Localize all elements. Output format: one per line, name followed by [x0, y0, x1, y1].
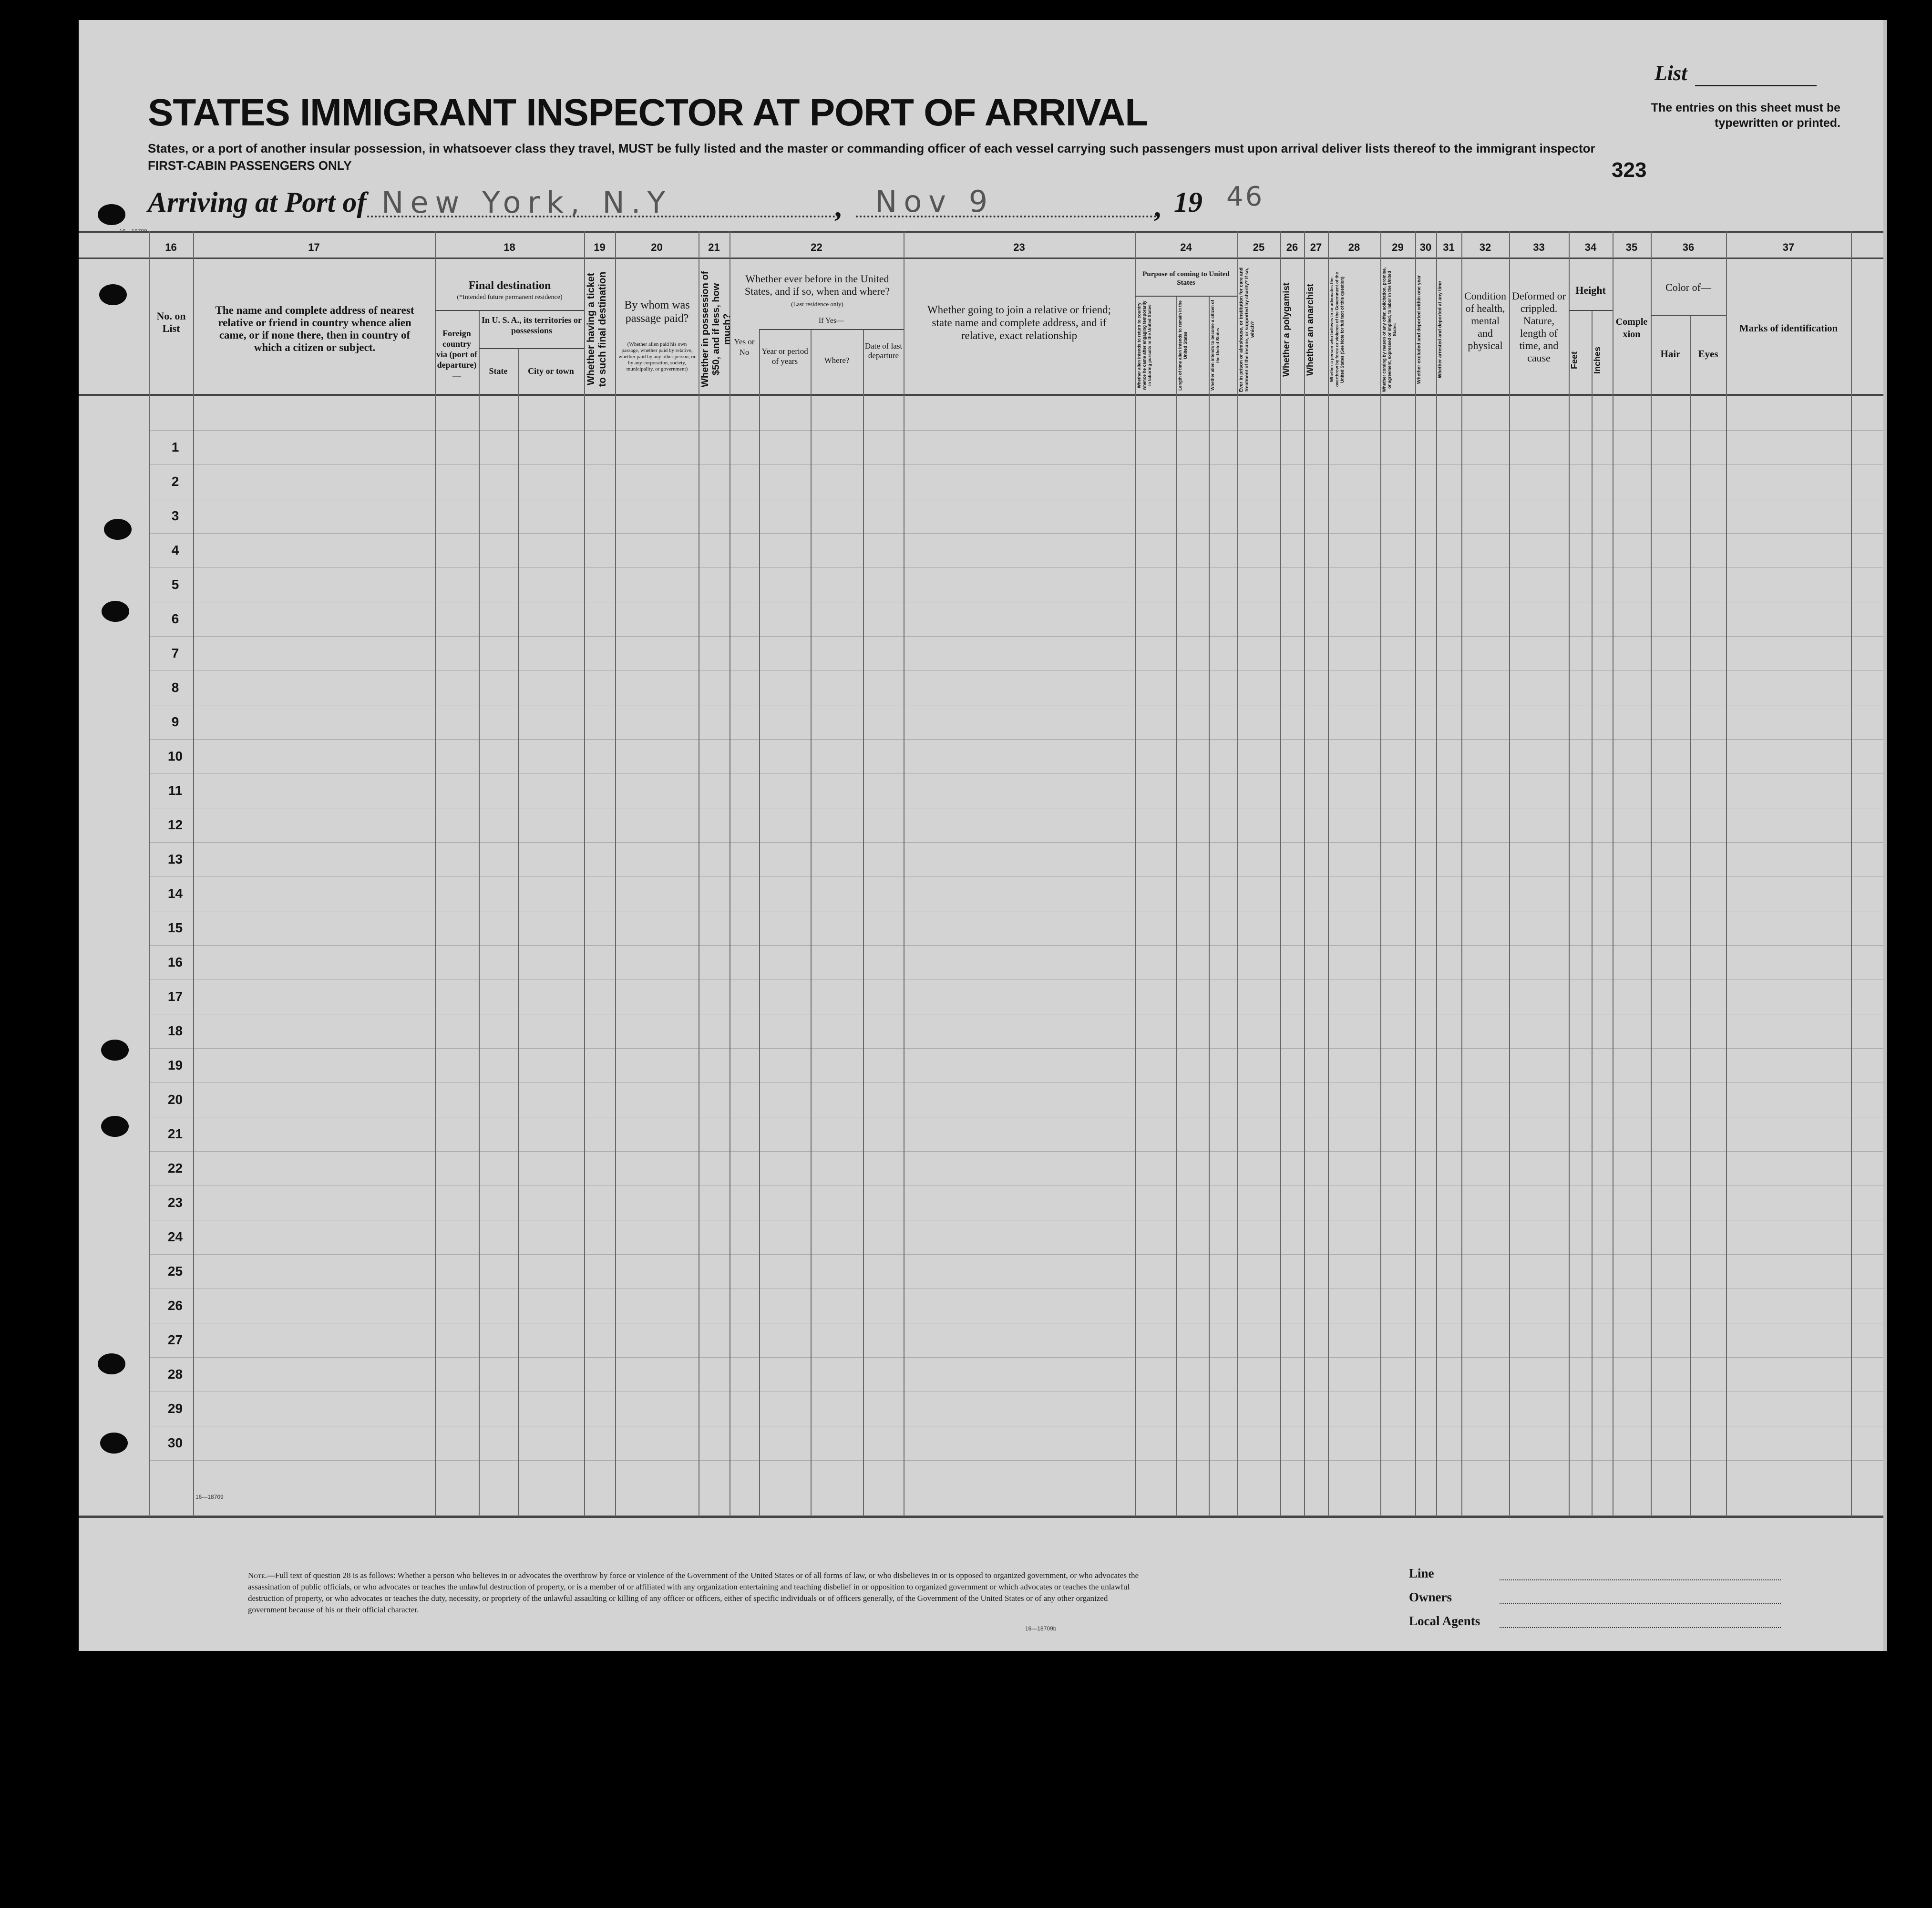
line-label: Line	[1409, 1566, 1434, 1580]
header-ticket: Whether having a ticket to such final destination	[586, 271, 608, 387]
col-rule	[1380, 231, 1381, 1516]
row-rule	[149, 1254, 1883, 1255]
header-purpose-length: Length of time alien intends to remain in the United States	[1178, 300, 1188, 391]
column-number: 27	[1310, 241, 1322, 253]
col-rule	[1415, 231, 1416, 1516]
header-last-departure: Date of last departure	[864, 341, 903, 360]
column-number: 18	[504, 241, 515, 253]
row-rule	[149, 464, 1883, 465]
column-number: 19	[594, 241, 606, 253]
column-number: 25	[1253, 241, 1265, 253]
form-code-bottom: 16—18709	[195, 1494, 224, 1500]
col-rule	[435, 231, 436, 1516]
row-rule	[149, 1048, 1883, 1049]
comma: ,	[834, 191, 842, 223]
subheader-divider	[1651, 315, 1726, 316]
year-prefix: 19	[1174, 186, 1202, 218]
column-number: 20	[651, 241, 663, 253]
column-number: 22	[811, 241, 822, 253]
local-agents-field[interactable]	[1500, 1627, 1781, 1628]
row-rule	[149, 533, 1883, 534]
header-if-yes: If Yes—	[818, 317, 844, 325]
subheader-divider	[479, 348, 584, 349]
col-rule	[1280, 231, 1281, 1516]
row-number: 28	[167, 1367, 183, 1382]
col-rule	[1237, 231, 1238, 1516]
header-city-or-town: City or town	[528, 366, 574, 376]
punch-hole	[100, 1433, 128, 1454]
row-number: 15	[167, 920, 183, 935]
row-number: 9	[171, 714, 179, 729]
header-anarchist: Whether an anarchist	[1305, 283, 1315, 376]
footnote	[248, 1570, 1144, 1616]
header-marks-identification: Marks of identification	[1739, 322, 1838, 334]
row-rule	[149, 670, 1883, 671]
row-number: 27	[167, 1332, 183, 1347]
row-rule	[149, 430, 1883, 431]
header-eyes: Eyes	[1698, 348, 1718, 360]
year-field[interactable]: 46	[1226, 181, 1264, 212]
line-field[interactable]	[1500, 1579, 1781, 1580]
col-rule	[518, 348, 519, 1516]
header-inches: Inches	[1593, 346, 1602, 374]
row-number: 22	[167, 1161, 183, 1176]
row-rule	[149, 842, 1883, 843]
row-rule	[149, 1151, 1883, 1152]
column-number: 34	[1584, 241, 1597, 253]
list-label: List	[1655, 62, 1687, 85]
column-number: 37	[1782, 241, 1795, 253]
header-last-residence: (Last residence only)	[791, 300, 843, 308]
header-feet: Feet	[1570, 351, 1579, 369]
header-purpose-citizen: Whether alien intends to become a citizen of the United States	[1210, 299, 1220, 391]
header-purpose: Purpose of coming to United States	[1142, 270, 1230, 287]
row-number: 8	[171, 680, 179, 695]
row-number: 5	[171, 577, 179, 592]
column-number: 23	[1013, 241, 1025, 253]
row-number: 13	[167, 852, 183, 866]
col-rule	[759, 329, 760, 1516]
column-number: 33	[1533, 241, 1545, 253]
column-number: 32	[1479, 241, 1491, 253]
punch-hole	[101, 1116, 129, 1137]
header-excluded-deported: Whether excluded and deported within one year	[1417, 275, 1422, 384]
col-rule	[863, 329, 864, 1516]
col-rule	[1328, 231, 1329, 1516]
column-number: 26	[1286, 241, 1298, 253]
col-rule	[1851, 231, 1852, 1516]
row-number: 25	[167, 1264, 183, 1279]
col-rule	[1690, 315, 1691, 1516]
column-number: 31	[1443, 241, 1455, 253]
col-rule	[1651, 231, 1652, 1516]
form-subtitle: States, or a port of another insular possession, in whatsoever class they travel, MUST be fully listed and the master or commanding officer of each vessel carrying such passengers must upon arrival deliver lists thereof to the immigrant inspector	[148, 141, 1595, 155]
col-rule	[1436, 231, 1437, 1516]
owners-label: Owners	[1409, 1590, 1452, 1604]
row-number: 19	[167, 1058, 183, 1073]
col-rule	[811, 329, 812, 1516]
row-number: 10	[167, 749, 183, 763]
form-title: STATES IMMIGRANT INSPECTOR AT PORT OF ARRIVAL	[148, 91, 1148, 134]
col-rule	[1304, 231, 1305, 1516]
row-number: 7	[171, 646, 179, 660]
header-color-of: Color of—	[1665, 281, 1711, 293]
row-number: 17	[167, 989, 183, 1004]
col-rule	[1592, 310, 1593, 1516]
punch-hole	[99, 284, 127, 305]
row-number: 3	[171, 508, 179, 523]
header-state: State	[489, 366, 508, 376]
row-number: 26	[167, 1298, 183, 1313]
arriving-label: Arriving at Port of	[148, 186, 367, 218]
row-number: 12	[167, 817, 183, 832]
row-number: 2	[171, 474, 179, 489]
row-number: 30	[167, 1435, 183, 1450]
row-number: 14	[167, 886, 183, 901]
header-hair: Hair	[1660, 348, 1681, 360]
punch-hole	[98, 204, 125, 225]
col-rule	[1176, 296, 1177, 1516]
entries-note: The entries on this sheet must be typewritten or printed.	[1651, 101, 1840, 130]
punch-hole	[104, 519, 132, 540]
header-passage-paid-note: (Whether alien paid his own passage, whether paid by relative, whether paid by any other person, or by any corporation, society, municipality, or government)	[618, 341, 696, 372]
date-field[interactable]: Nov 9	[875, 184, 995, 219]
header-ever-before-us: Whether ever before in the United States, and if so, when and where?	[744, 273, 890, 297]
column-number: 21	[708, 241, 720, 253]
col-rule	[584, 231, 585, 1516]
row-rule	[149, 636, 1883, 637]
column-number: 29	[1392, 241, 1404, 253]
header-foreign-country: Foreign country via (port of departure)—	[436, 329, 477, 380]
header-nearest-relative: The name and complete address of nearest relative or friend in country whence alien came, or if none there, then in country of which a citizen or subject.	[215, 304, 414, 353]
row-number: 23	[167, 1195, 183, 1210]
column-number: 36	[1682, 241, 1695, 253]
header-overthrow: Whether a person who believes in or advocates the overthrow by force or violence of the Government of the United States (See Note for full text of this question)	[1329, 272, 1345, 387]
col-rule	[149, 231, 150, 1516]
header-passage-paid: By whom was passage paid?	[624, 299, 690, 325]
punch-hole	[101, 1040, 129, 1061]
row-number: 21	[167, 1126, 183, 1141]
row-rule	[149, 1460, 1883, 1461]
header-year-period: Year or period of years	[761, 347, 808, 366]
punch-hole	[102, 601, 129, 622]
subheader-divider	[435, 310, 584, 311]
header-final-destination: Final destination	[468, 279, 551, 292]
header-where: Where?	[824, 356, 850, 365]
column-number: 16	[165, 241, 177, 253]
header-in-usa: In U. S. A., its territories or possessions	[482, 315, 582, 335]
header-polygamist: Whether a polygamist	[1282, 282, 1292, 377]
date-underline	[856, 216, 1156, 217]
row-number: 24	[167, 1229, 183, 1244]
column-number: 24	[1180, 241, 1192, 253]
row-rule	[149, 567, 1883, 568]
header-purpose-return: Whether alien intends to return to country whence he came after engaging temporarily in laboring pursuits in the United States	[1137, 300, 1152, 390]
header-health: Condition of health, mental and physical	[1464, 290, 1506, 351]
col-rule	[615, 231, 616, 1516]
row-rule	[149, 945, 1883, 946]
row-number: 16	[167, 955, 183, 969]
header-final-destination-note: (*Intended future permanent residence)	[457, 294, 563, 301]
row-rule	[149, 1357, 1883, 1358]
row-rule	[149, 739, 1883, 740]
header-prison-almshouse: Ever in prison or almshouse, or institution for care and treatment of the insane, or supported by charity? If so, which?	[1239, 267, 1255, 392]
header-offer-to-labor: Whether coming by reason of any offer, solicitation, promise, or agreement, expressed or implied, to labor in the United States	[1382, 267, 1397, 392]
col-rule	[1461, 231, 1462, 1516]
header-arrested-deported: Whether arrested and deported at any time	[1438, 281, 1443, 378]
passenger-class: FIRST-CABIN PASSENGERS ONLY	[148, 158, 352, 173]
sheet-edge	[1883, 20, 1887, 1651]
page-number: 323	[1612, 158, 1647, 182]
header-complexion: Complexion	[1615, 317, 1648, 340]
row-number: 29	[167, 1401, 183, 1416]
row-number: 20	[167, 1092, 183, 1107]
owners-field[interactable]	[1500, 1603, 1781, 1604]
header-deformed: Deformed or crippled. Nature, length of time, and cause	[1511, 290, 1566, 364]
subheader-divider	[1569, 310, 1613, 311]
col-rule	[1509, 231, 1510, 1516]
header-join-relative: Whether going to join a relative or friend; state name and complete address, and if relative, exact relationship	[927, 304, 1111, 341]
port-field[interactable]: New York, N.Y	[381, 185, 672, 220]
col-rule	[1209, 296, 1210, 1516]
list-number-line	[1695, 85, 1817, 86]
col-rule	[1726, 231, 1727, 1516]
port-underline	[367, 216, 839, 217]
footnote-text: —Full text of question 28 is as follows: Whether a person who believes in or advocates the overthrow by force or violence of the Government of the United States or of all forms of law, or who disbelieves in or is opposed to organized government, or who advocates the assassination of public officials, or who advocates or teaches the unlawful destruction of property, or is a member of or affiliated with any organization entertaining and teaching disbelief in or opposition to organized government or which advocates or teaches the unlawful destruction of property, or who advocates or teaches the duty, necessity, or propriety of the unlawful assaulting or killing of any officer or officers, either of specific individuals or of officers generally, of the Government of the United States or of any other organized government because of his or their official character.	[248, 1571, 1139, 1614]
header-yes-or-no: Yes or No	[734, 337, 755, 357]
row-number: 6	[171, 611, 179, 626]
col-rule	[1135, 231, 1136, 1516]
header-height: Height	[1575, 284, 1606, 296]
comma: ,	[1154, 191, 1161, 223]
column-number: 35	[1625, 241, 1638, 253]
col-rule	[1569, 231, 1570, 1516]
row-number: 4	[171, 543, 179, 557]
header-possession-50: Whether in possession of $50, and if less, how much?	[700, 271, 732, 387]
col-rule	[193, 231, 194, 1516]
col-rule	[479, 310, 480, 1516]
subheader-divider	[759, 329, 904, 330]
punch-hole	[98, 1353, 125, 1374]
column-number: 30	[1419, 241, 1432, 253]
row-number: 1	[171, 440, 179, 454]
footnote-label: Note.	[248, 1571, 267, 1580]
row-number: 18	[167, 1023, 183, 1038]
local-agents-label: Local Agents	[1409, 1614, 1480, 1628]
footnote-form-code: 16—18709b	[1025, 1625, 1057, 1632]
column-number: 28	[1348, 241, 1360, 253]
column-number: 17	[308, 241, 320, 253]
row-number: 11	[168, 783, 183, 798]
header-no-on-list: No. on List	[156, 310, 186, 334]
subheader-divider	[1135, 296, 1237, 297]
